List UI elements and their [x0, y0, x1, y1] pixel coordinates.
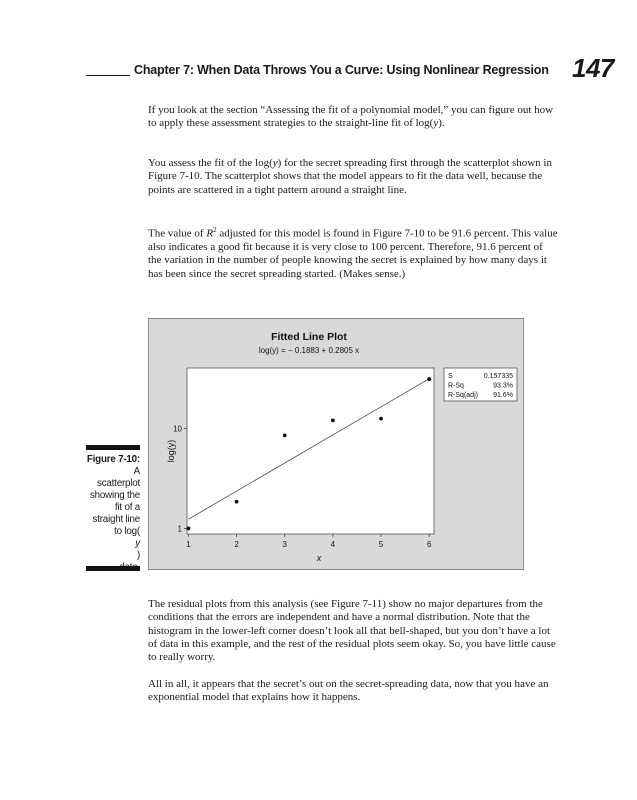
p2-text-a: You assess the fit of the log( — [148, 157, 273, 169]
paragraph-1 — [148, 104, 558, 131]
caption-line-6-a: to log( — [114, 526, 140, 537]
stat-value: 0.157335 — [483, 373, 513, 380]
figure-caption — [86, 454, 140, 574]
data-point — [427, 377, 431, 381]
stat-value: 91.6% — [493, 392, 513, 399]
x-tick-label: 6 — [426, 540, 432, 549]
data-point — [379, 417, 383, 421]
plot-area — [187, 368, 434, 534]
chart-title: Fitted Line Plot — [271, 331, 347, 343]
caption-line-6-var: y — [135, 538, 140, 549]
page-number: 147 — [572, 53, 614, 83]
x-axis — [186, 534, 432, 549]
caption-label: Figure 7-10: — [86, 454, 140, 465]
paragraph-2 — [148, 157, 558, 197]
caption-line-2: scatterplot — [97, 478, 140, 489]
fitted-line-plot — [149, 319, 525, 571]
caption-line-1: A — [133, 466, 140, 477]
figure-7-10 — [148, 318, 524, 570]
data-point — [235, 500, 239, 504]
x-tick-label: 1 — [186, 540, 191, 549]
p3-sup: 2 — [213, 226, 217, 234]
caption-line-3: showing the — [89, 490, 140, 501]
caption-top-bar — [86, 445, 140, 450]
paragraph-5: All in all, it appears that the secret’s out on the secret-spreading data, now that you have an exponential model that explains how it happens. — [148, 678, 549, 704]
stat-label: S — [448, 373, 453, 380]
paragraph-3 — [148, 224, 558, 281]
x-axis-label: x — [316, 553, 322, 563]
caption-line-6-end: ) — [136, 550, 140, 561]
p3-text-a: The value of — [148, 227, 207, 240]
chart-equation: log(y) = − 0.1883 + 0.2805 x — [258, 346, 360, 355]
caption-line-6 — [86, 526, 140, 562]
stat-label: R-Sq(adj) — [448, 392, 478, 399]
data-point — [331, 418, 335, 422]
data-point — [283, 433, 287, 437]
stat-label: R-Sq — [448, 382, 464, 390]
caption-bottom-bar — [86, 566, 140, 571]
caption-line-4: fit of a — [114, 502, 140, 513]
y-axis-label: log(y) — [166, 439, 176, 463]
p3-text-b: adjusted for this model is found in Figure 7-10 to be 91.6 percent. This value also indicates a good fit because it is very close to 100 percent. Therefore, 91.6 percent of the variation in the number of people knowing the secret is explained by how many days it has been since the secret spreading started. (Makes sense.) — [148, 227, 558, 280]
stats-box — [444, 368, 517, 401]
data-point — [187, 527, 191, 531]
p1-text-a: If you look at the section “Assessing the fit of a polynomial model,” you can figure out how to apply these assessment strategies to the straight-line fit of log( — [148, 104, 554, 130]
caption-line-5: straight line — [92, 514, 140, 525]
p3-var: R — [206, 227, 214, 240]
p2-text-b: ) for the secret spreading first through the scatterplot shown in Figure 7-10. The scatterplot shows that the model appears to fit the data well, because the points are scattered in a tight pattern around a straight line. — [148, 157, 552, 196]
y-tick-label: 1 — [177, 524, 182, 534]
header-rule — [86, 75, 130, 76]
p1-text-b: ). — [438, 117, 445, 130]
stat-value: 93.3% — [493, 382, 513, 390]
paragraph-4: The residual plots from this analysis (see Figure 7-11) show no major departures from the conditions that the errors are independent and have a normal distribution. Note that the histogram in the lower-left corner doesn’t look all that bell-shaped, but you don’t have a lot of data in this example, and the rest of the residual plots seem okay. So, you have little cause to really worry. — [148, 598, 556, 664]
chapter-title: Chapter 7: When Data Throws You a Curve: Using Nonlinear Regression — [134, 63, 549, 77]
x-tick-label: 5 — [378, 540, 384, 549]
p2-var: y — [272, 157, 278, 169]
p1-var: y — [433, 117, 439, 130]
x-tick-label: 2 — [234, 540, 239, 549]
y-tick-label: 10 — [173, 424, 182, 434]
x-tick-label: 4 — [330, 540, 336, 549]
x-tick-label: 3 — [282, 540, 287, 549]
